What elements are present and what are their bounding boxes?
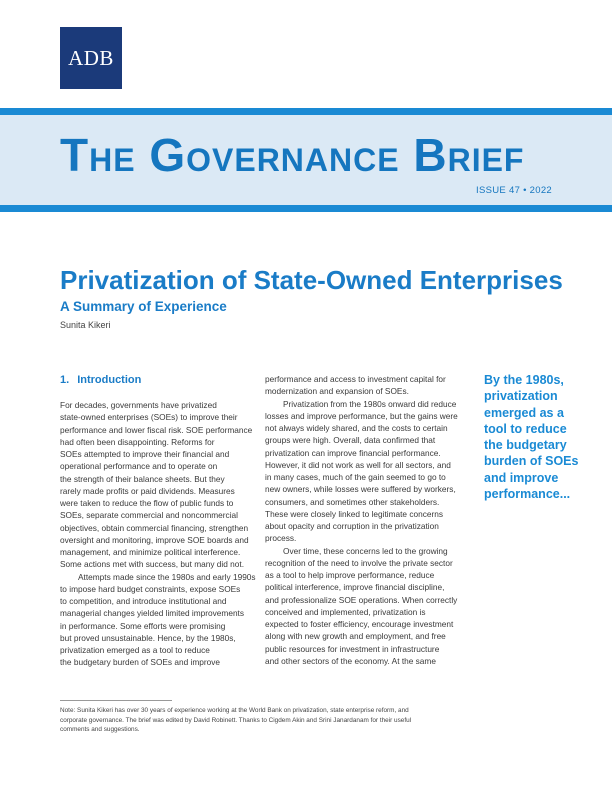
- text-line: Some actions met with success, but many did not.: [60, 559, 244, 570]
- text-line: groups were high. Overall, data confirmed that: [265, 435, 436, 446]
- masthead-top-rule: [0, 108, 612, 115]
- middle-column: [265, 373, 461, 667]
- text-line: consumers, and sometimes other stakeholders.: [265, 496, 440, 507]
- section-heading: [60, 373, 252, 387]
- pull-quote-line: tool to reduce: [484, 421, 567, 436]
- text-line: privatization can improve financial performance.: [265, 447, 441, 458]
- text-line: about opacity and corruption in the privatization: [265, 521, 439, 531]
- text-line: managerial changes yielded limited improvements: [60, 608, 245, 619]
- text-line: in many cases, much of the gain seemed to go to: [265, 472, 446, 482]
- pull-quote-line: and improve: [484, 470, 559, 485]
- text-line: Attempts made since the 1980s and early 1990s: [78, 571, 256, 582]
- footnote-line: corporate governance. The brief was edited by David Robinett. Thanks to Cigdem Akin and Srini Janardanam for their useful: [60, 716, 412, 724]
- text-line: to impose hard budget constraints, expose SOEs: [60, 583, 241, 594]
- text-line: state-owned enterprises (SOEs) to improve their: [60, 412, 238, 423]
- text-line: modernization and expansion of SOEs.: [265, 386, 409, 397]
- text-line: conceived and implemented, privatization is: [265, 606, 426, 617]
- text-line: Over time, these concerns led to the growing: [283, 545, 448, 556]
- pull-quote: [484, 372, 584, 502]
- footnote-divider: [60, 700, 172, 701]
- text-line: the budgetary burden of SOEs and improve: [60, 657, 221, 668]
- text-line: in performance. Some efforts were promising: [60, 620, 226, 631]
- pull-quote-line: performance...: [484, 487, 571, 502]
- text-line: and professionalize SOE operations. When correctly: [265, 594, 458, 605]
- text-line: objectives, obtain commercial financing, strengthen: [60, 522, 249, 533]
- text-line: the strength of their balance sheets. But they: [60, 473, 225, 484]
- text-line: management, and minimize political interference.: [60, 547, 241, 557]
- text-line: For decades, governments have privatized: [60, 400, 217, 410]
- text-line: political interference, improve financial discipline,: [265, 582, 445, 593]
- footnote-line: Note: Sunita Kikeri has over 30 years of experience working at the World Bank on privatization, state enterprise reform, and: [60, 707, 409, 714]
- text-line: SOEs, separate commercial and noncommercial: [60, 510, 238, 521]
- text-line: had often been disappointing. Reforms for: [60, 436, 215, 447]
- section-title: Introduction: [77, 374, 142, 386]
- text-line: Privatization from the 1980s onward did reduce: [283, 398, 457, 409]
- text-line: public resources for investment in infrastructure: [265, 643, 440, 654]
- text-line: operational performance and to operate on: [60, 461, 218, 472]
- footnote-line: comments and suggestions.: [60, 726, 140, 733]
- pull-quote-line: privatization: [484, 389, 558, 404]
- text-line: losses and improve performance, but the gains were: [265, 410, 458, 421]
- text-line: SOEs attempted to improve their financial and: [60, 449, 230, 459]
- text-line: These were closely linked to legitimate concerns: [265, 508, 444, 519]
- text-line: not always widely shared, and the costs to certain: [265, 423, 448, 433]
- text-line: were taken to reduce the flow of public funds to: [60, 498, 234, 508]
- paragraph: [60, 399, 252, 571]
- article-title: Privatization of State-Owned Enterprises: [60, 265, 563, 295]
- section-number: 1.: [60, 374, 70, 386]
- text-line: rarely made profits or paid dividends. Measures: [60, 485, 235, 496]
- pull-quote-line: emerged as a: [484, 405, 564, 420]
- text-line: performance and access to investment capital for: [265, 374, 446, 384]
- text-line: recognition of the need to involve the private sector: [265, 557, 453, 568]
- text-line: performance and lower fiscal risk. SOE performance: [60, 424, 253, 435]
- article-subtitle: A Summary of Experience: [60, 299, 227, 314]
- adb-logo-text: ADB: [68, 45, 114, 70]
- paragraph: [265, 398, 461, 545]
- paragraph: [60, 571, 256, 669]
- text-line: new owners, while losses were suffered by workers,: [265, 484, 456, 495]
- text-line: and other sectors of the economy. At the same: [265, 655, 436, 666]
- pull-quote-line: the budgetary: [484, 438, 567, 453]
- text-line: privatization emerged as a tool to reduce: [60, 645, 210, 655]
- text-line: but proved unsustainable. Hence, by the 1980s,: [60, 632, 236, 643]
- text-line: process.: [265, 533, 297, 544]
- text-line: However, it did not work as well for all sectors, and: [265, 459, 451, 470]
- text-line: expected to foster efficiency, encourage investment: [265, 619, 454, 629]
- footnote: [60, 706, 460, 735]
- paragraph: [265, 545, 461, 668]
- text-line: as a tool to help improve performance, reduce: [265, 570, 435, 580]
- adb-logo: [60, 27, 122, 89]
- issue-number: ISSUE 47 • 2022: [476, 185, 552, 196]
- paragraph: [265, 373, 461, 398]
- publication-title: The Governance Brief: [60, 129, 525, 181]
- pull-quote-line: burden of SOEs: [484, 454, 579, 469]
- author-name: Sunita Kikeri: [60, 320, 111, 330]
- pull-quote-line: By the 1980s,: [484, 373, 564, 387]
- text-line: along with new growth and employment, and free: [265, 631, 446, 642]
- text-line: to competition, and introduce institutional and: [60, 596, 227, 606]
- masthead-bottom-rule: [0, 205, 612, 212]
- left-column: [60, 373, 256, 669]
- text-line: oversight and monitoring, improve SOE boards and: [60, 534, 249, 545]
